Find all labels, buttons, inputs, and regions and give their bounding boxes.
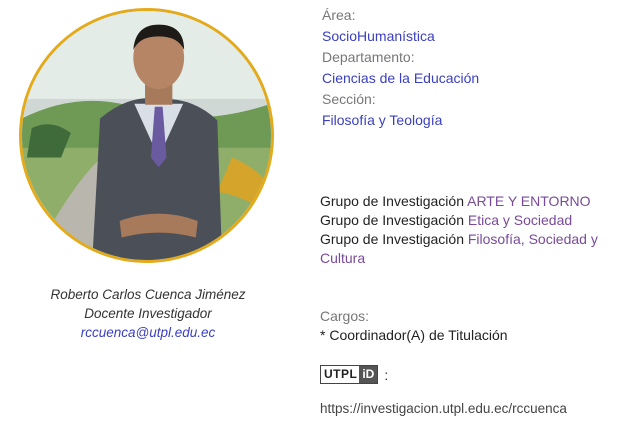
cargos-label: Cargos:	[320, 308, 370, 324]
department-value-link[interactable]: Ciencias de la Educación	[322, 70, 480, 86]
research-groups	[320, 192, 605, 268]
profile-caption	[30, 285, 266, 342]
research-group-item: Grupo de Investigación Etica y Sociedad	[320, 212, 573, 228]
utplid-row	[320, 365, 388, 384]
profile-name: Roberto Carlos Cuenca Jiménez	[50, 287, 246, 302]
cargos-value: * Coordinador(A) de Titulación	[320, 327, 508, 343]
profile-title: Docente Investigador	[84, 306, 212, 321]
research-group-item: Grupo de Investigación ARTE Y ENTORNO	[320, 193, 591, 209]
cargos-section	[320, 307, 508, 345]
research-group-link-arte[interactable]: ARTE Y ENTORNO	[467, 193, 591, 209]
section-value-link[interactable]: Filosofía y Teología	[322, 112, 443, 128]
research-group-link-filosofia[interactable]: Filosofía, Sociedad y Cultura	[320, 231, 598, 266]
affiliation-info	[322, 5, 479, 131]
research-group-item: Grupo de Investigación Filosofía, Sociedad y Cultura	[320, 231, 598, 266]
section-label: Sección:	[322, 91, 376, 107]
department-label: Departamento:	[322, 49, 415, 65]
utplid-colon: :	[384, 366, 389, 383]
utplid-logo[interactable]: UTPL iD	[320, 365, 378, 384]
research-group-link-etica[interactable]: Etica y Sociedad	[467, 212, 573, 228]
area-value-link[interactable]: SocioHumanística	[322, 28, 435, 44]
profile-photo	[19, 8, 274, 263]
area-label: Área:	[322, 7, 356, 23]
profile-email-link[interactable]: rccuenca@utpl.edu.ec	[80, 325, 216, 340]
profile-url-link[interactable]: https://investigacion.utpl.edu.ec/rccuenca	[320, 401, 567, 416]
